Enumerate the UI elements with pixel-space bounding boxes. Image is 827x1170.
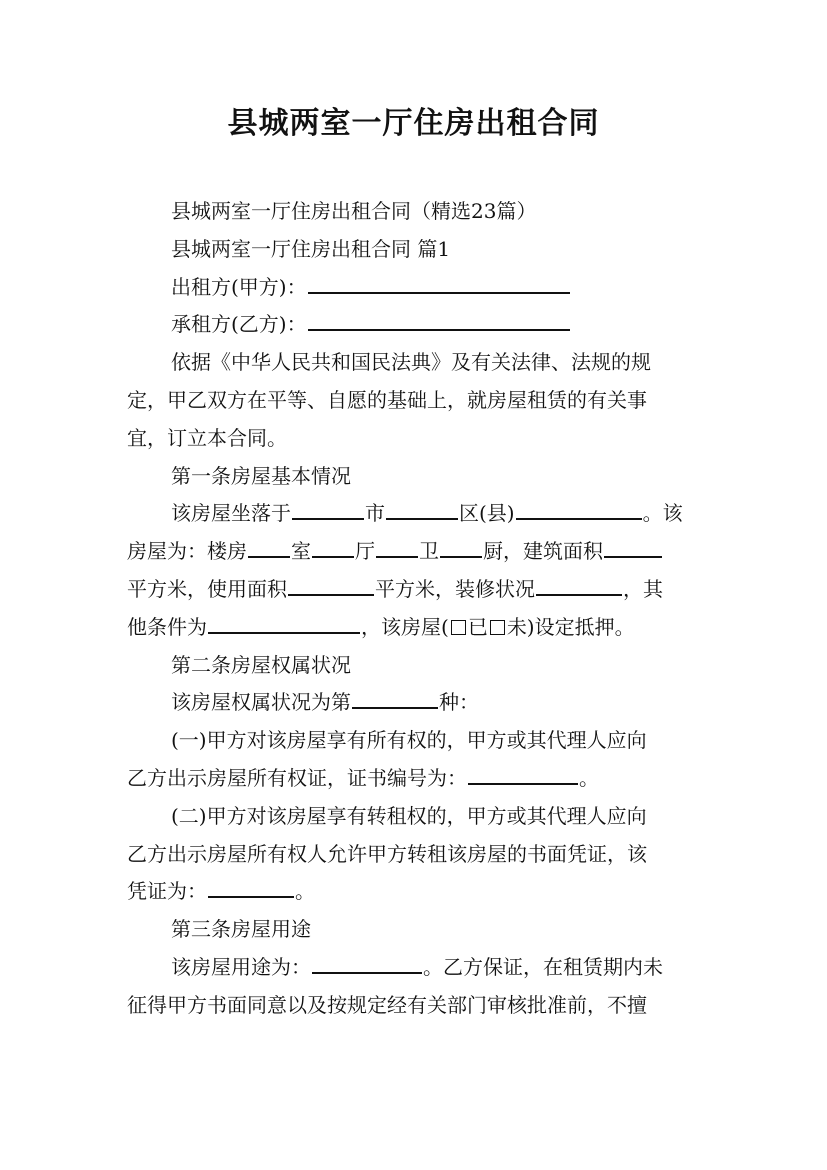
lessee-label: 承租方(乙方)： [171, 312, 307, 337]
hall-count-blank[interactable] [312, 539, 354, 558]
voucher-label: 凭证为： [127, 879, 207, 904]
mortgage-label: ，该房屋( [361, 614, 449, 639]
decoration-label: 平方米，装修状况 [375, 576, 535, 601]
city-label: 市 [365, 501, 385, 526]
sqm-label: 平方米，使用面积 [127, 576, 287, 601]
usage-continuation: 。乙方保证，在租赁期内未 [423, 954, 663, 979]
room-label: 室 [291, 539, 311, 564]
article-2-item-2-line-3 [127, 873, 701, 911]
article-3-line-2: 征得甲方书面同意以及按规定经有关部门审核批准前，不擅 [127, 992, 647, 1017]
voucher-end: 。 [295, 879, 315, 904]
usage-label: 该房屋用途为： [171, 954, 311, 979]
ownership-type-label: 该房屋权属状况为第 [171, 690, 351, 715]
article-2-item-1-line-1: (一)甲方对该房屋享有所有权的，甲方或其代理人应向 [171, 728, 647, 753]
certificate-end: 。 [579, 765, 599, 790]
preamble-line-3: 宜，订立本合同。 [127, 425, 287, 450]
district-blank[interactable] [386, 501, 458, 520]
article-1-line-3 [127, 571, 701, 609]
line-end-text: 。该 [642, 501, 683, 526]
document-title: 县城两室一厅住房出租合同 [227, 106, 600, 141]
article-1-heading: 第一条房屋基本情况 [171, 463, 351, 488]
kitchen-count-blank[interactable] [440, 539, 482, 558]
lessee-blank[interactable] [308, 312, 570, 331]
conditions-blank[interactable] [208, 615, 360, 634]
document-body [127, 193, 701, 1025]
article-1-line-2 [127, 533, 701, 571]
mortgaged-checkbox[interactable] [451, 620, 466, 635]
other-label: ，其 [623, 576, 663, 601]
lessor-label: 出租方(甲方)： [171, 274, 307, 299]
lessor-blank[interactable] [308, 275, 570, 294]
room-count-blank[interactable] [248, 539, 290, 558]
article-3-heading: 第三条房屋用途 [171, 917, 311, 942]
ownership-type-end: 种： [439, 690, 479, 715]
district-label: 区(县) [459, 501, 515, 526]
usage-blank[interactable] [312, 955, 422, 974]
lessor-line [127, 269, 701, 307]
preamble-line-2: 定，甲乙双方在平等、自愿的基础上，就房屋租赁的有关事 [127, 387, 647, 412]
part-heading: 县城两室一厅住房出租合同 篇1 [171, 236, 451, 261]
location-label: 该房屋坐落于 [171, 501, 291, 526]
lessee-line [127, 306, 701, 344]
voucher-blank[interactable] [208, 879, 294, 898]
mortgaged-label: 已 [467, 614, 488, 639]
article-1-line-4 [127, 609, 701, 647]
bath-count-blank[interactable] [376, 539, 418, 558]
article-2-line-1 [127, 684, 701, 722]
article-3-line-1 [127, 949, 701, 987]
usable-area-blank[interactable] [288, 577, 374, 596]
bath-label: 卫 [419, 539, 439, 564]
floor-area-label: 厨，建筑面积 [483, 539, 603, 564]
article-2-item-1-line-2 [127, 760, 701, 798]
certificate-label: 乙方出示房屋所有权证，证书编号为： [127, 765, 467, 790]
mortgage-end: 未)设定抵押。 [506, 614, 635, 639]
address-blank[interactable] [516, 501, 642, 520]
article-2-heading: 第二条房屋权属状况 [171, 652, 351, 677]
floor-area-blank[interactable] [604, 539, 662, 558]
building-label: 房屋为：楼房 [127, 539, 247, 564]
not-mortgaged-checkbox[interactable] [490, 620, 505, 635]
city-blank[interactable] [292, 501, 364, 520]
article-2-item-2-line-2: 乙方出示房屋所有权人允许甲方转租该房屋的书面凭证，该 [127, 841, 647, 866]
ownership-type-blank[interactable] [352, 690, 438, 709]
hall-label: 厅 [355, 539, 375, 564]
article-1-line-1 [127, 495, 701, 533]
certificate-number-blank[interactable] [468, 766, 578, 785]
subtitle-line: 县城两室一厅住房出租合同（精选23篇） [171, 199, 537, 223]
preamble-line-1: 依据《中华人民共和国民法典》及有关法律、法规的规 [171, 350, 651, 375]
decoration-blank[interactable] [536, 577, 622, 596]
conditions-label: 他条件为 [127, 614, 207, 639]
article-2-item-2-line-1: (二)甲方对该房屋享有转租权的，甲方或其代理人应向 [171, 803, 647, 828]
